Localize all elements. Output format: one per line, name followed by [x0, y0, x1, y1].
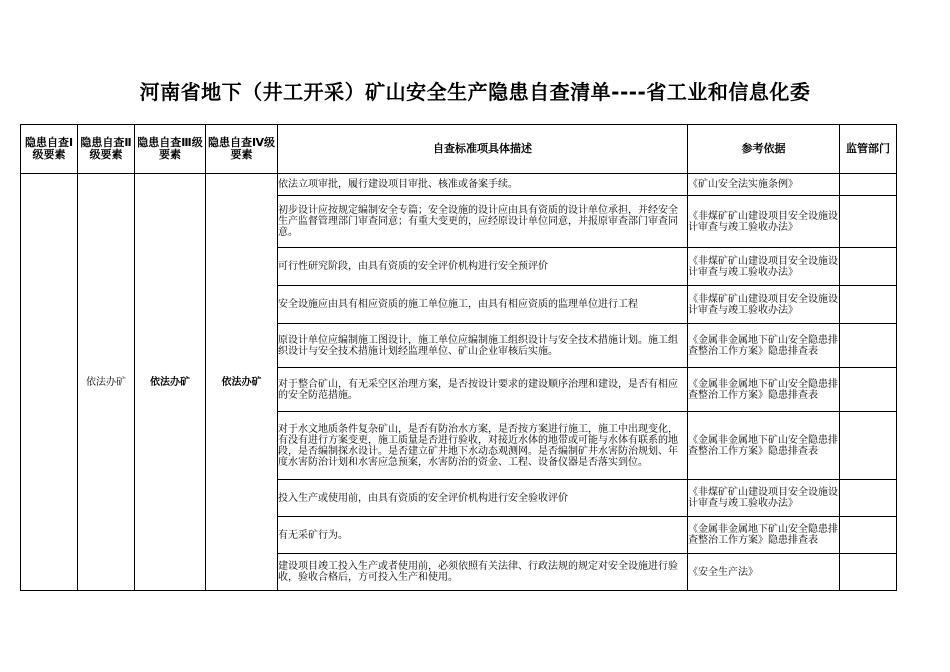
description-cell: 有无采矿行为。 [278, 517, 688, 554]
basis-cell: 《安全生产法》 [688, 554, 840, 591]
basis-cell: 《矿山安全法实施条例》 [688, 174, 840, 196]
basis-cell: 《金属非金属地下矿山安全隐患排查整治工作方案》隐患排查表 [688, 324, 840, 368]
basis-cell: 《非煤矿矿山建设项目安全设施设计审查与竣工验收办法》 [688, 480, 840, 517]
header-basis: 参考依据 [688, 125, 840, 174]
level1-cell [21, 174, 78, 591]
department-cell [840, 324, 897, 368]
level4-cell: 依法办矿 [206, 174, 278, 591]
department-cell [840, 248, 897, 286]
department-cell [840, 196, 897, 248]
department-cell [840, 480, 897, 517]
department-cell [840, 517, 897, 554]
basis-cell: 《金属非金属地下矿山安全隐患排查整治工作方案》隐患排查表 [688, 517, 840, 554]
description-cell: 原设计单位应编制施工图设计，施工单位应编制施工组织设计与安全技术措施计划。施工组织设计与安全技术措施计划经监理单位、矿山企业审核后实施。 [278, 324, 688, 368]
description-cell: 对于水文地质条件复杂矿山，是否有防治水方案，是否按方案进行施工，施工中出现变化，有没有进行方案变更，施工质量是否进行验收，对接近水体的地带或可能与水体有联系的地段，是否编制探水设计。是否建立矿井地下水动态观测网。是否编制矿井水害防治规划、年度水害防治计划和水害应急预案，水害防治的资金、工程、设备仪器是否落实到位。 [278, 412, 688, 480]
basis-cell: 《非煤矿矿山建设项目安全设施设计审查与竣工验收办法》 [688, 286, 840, 324]
checklist-table [20, 124, 897, 591]
department-cell [840, 286, 897, 324]
sheet-title: 河南省地下（井工开采）矿山安全生产隐患自查清单----省工业和信息化委 [139, 80, 811, 104]
header-department: 监管部门 [840, 125, 897, 174]
table-row [21, 174, 897, 196]
basis-cell: 《非煤矿矿山建设项目安全设施设计审查与竣工验收办法》 [688, 196, 840, 248]
description-cell: 建设项目竣工投入生产或者使用前，必须依照有关法律、行政法规的规定对安全设施进行验收，验收合格后，方可投入生产和使用。 [278, 554, 688, 591]
description-cell: 投入生产或使用前，由具有资质的安全评价机构进行安全验收评价 [278, 480, 688, 517]
header-level4: 隐患自查Ⅳ级要素 [206, 125, 278, 174]
description-cell: 初步设计应按规定编制安全专篇；安全设施的设计应由具有资质的设计单位承担，并经安全生产监督管理部门审查同意；有重大变更的，应经原设计单位同意，并报原审查部门审查同意。 [278, 196, 688, 248]
level3-cell: 依法办矿 [135, 174, 206, 591]
header-level2: 隐患自查Ⅱ级要素 [78, 125, 135, 174]
basis-cell: 《金属非金属地下矿山安全隐患排查整治工作方案》隐患排查表 [688, 412, 840, 480]
description-cell: 依法立项审批，履行建设项目审批、核准或备案手续。 [278, 174, 688, 196]
department-cell [840, 412, 897, 480]
department-cell [840, 368, 897, 412]
header-level3: 隐患自查Ⅲ级要素 [135, 125, 206, 174]
basis-cell: 《金属非金属地下矿山安全隐患排查整治工作方案》隐患排查表 [688, 368, 840, 412]
header-description: 自查标准项具体描述 [278, 125, 688, 174]
department-cell [840, 174, 897, 196]
level2-cell: 依法办矿 [78, 174, 135, 591]
description-cell: 可行性研究阶段，由具有资质的安全评价机构进行安全预评价 [278, 248, 688, 286]
description-cell: 对于整合矿山，有无采空区治理方案，是否按设计要求的建设顺序治理和建设，是否有相应的安全防范措施。 [278, 368, 688, 412]
description-cell: 安全设施应由具有相应资质的施工单位施工，由具有相应资质的监理单位进行工程 [278, 286, 688, 324]
header-row [21, 125, 897, 174]
basis-cell: 《非煤矿矿山建设项目安全设施设计审查与竣工验收办法》 [688, 248, 840, 286]
header-level1: 隐患自查Ⅰ级要素 [21, 125, 78, 174]
department-cell [840, 554, 897, 591]
